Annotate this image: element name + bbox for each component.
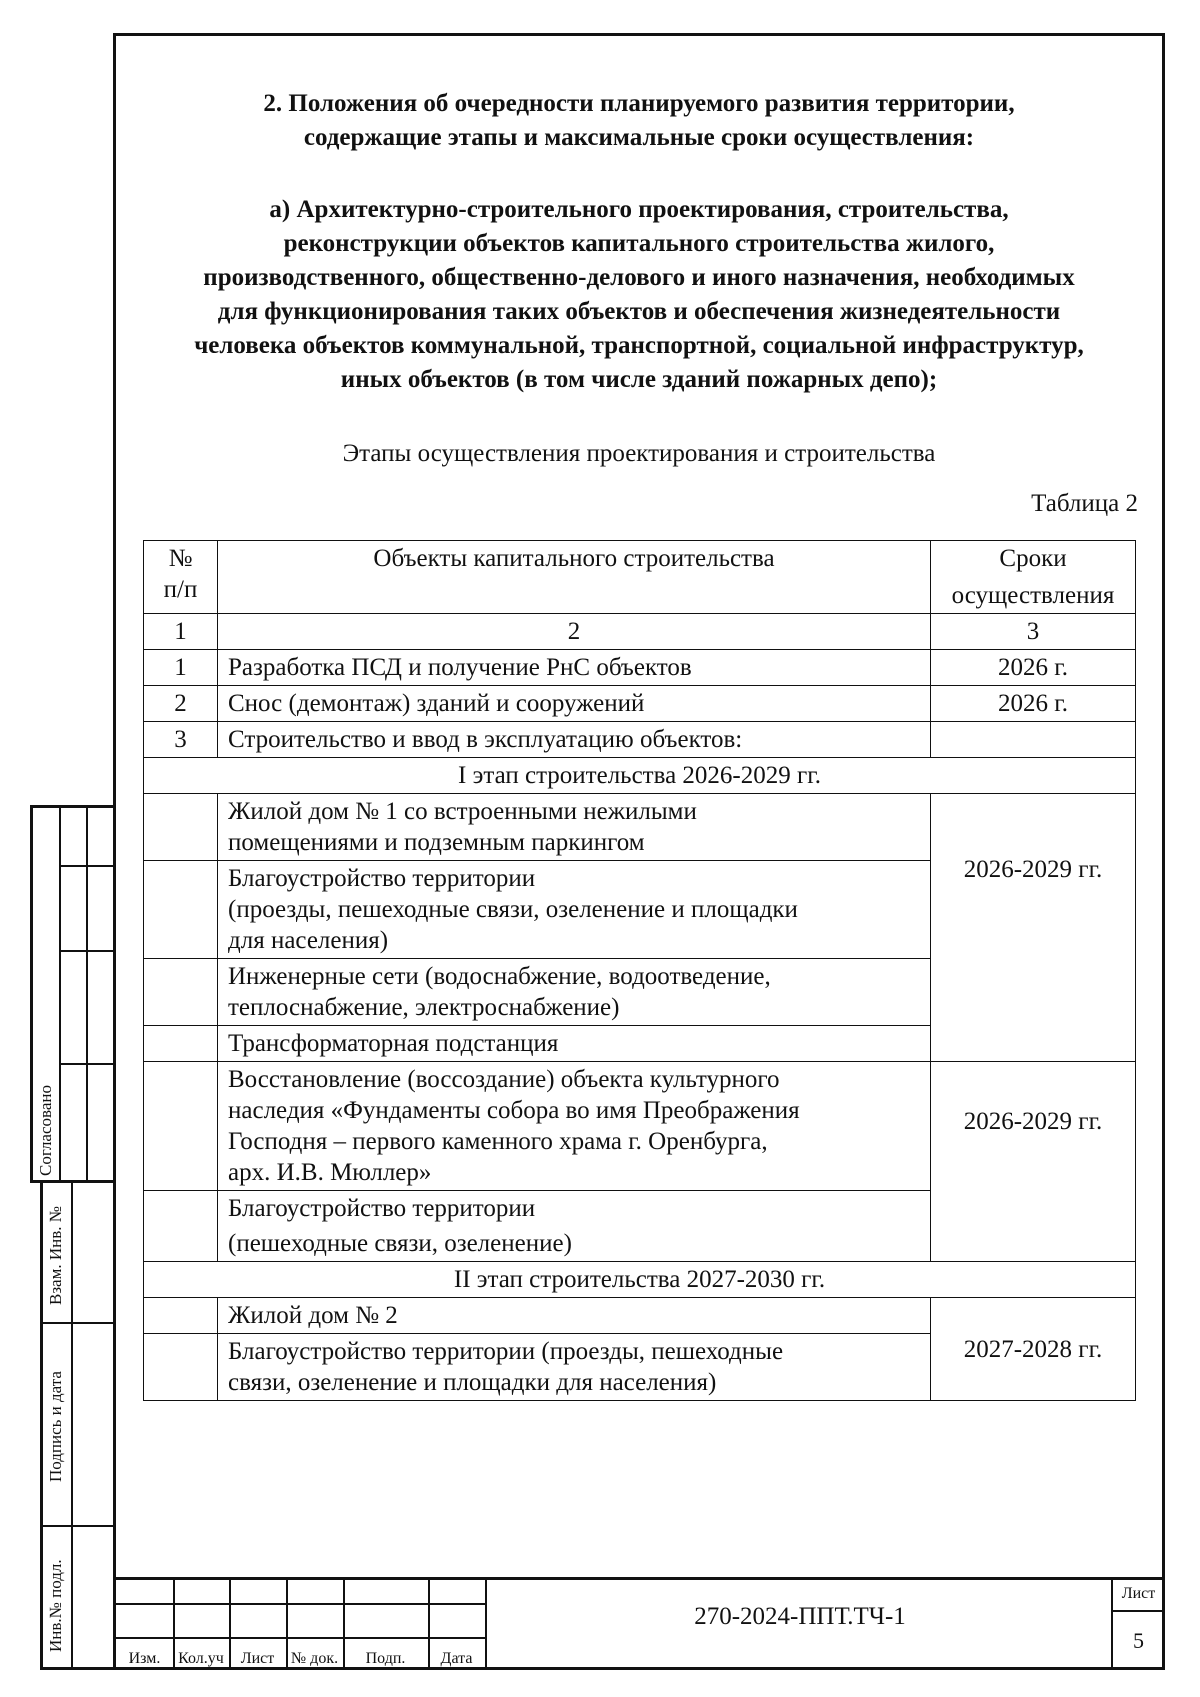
table-row: Благоустройство территории (проезды, пешеходные связи, озеленение и площадки для населения) [144, 861, 1136, 959]
header-num: № п/п [144, 541, 218, 614]
agreed-label: Согласовано [36, 1085, 55, 1176]
column-number: 2 [218, 614, 931, 650]
table-header-row [144, 541, 1136, 614]
table-row: Благоустройство территории (проезды, пешеходные связи, озеленение и площадки для населения) [144, 1334, 1136, 1401]
table-caption: Этапы осуществления проектирования и строительства [342, 440, 936, 467]
header-terms: Сроки осуществления [931, 541, 1136, 614]
table-row: 3 Строительство и ввод в эксплуатацию объектов: [144, 722, 1136, 758]
signature-date-label: Подпись и дата [46, 1371, 65, 1482]
stage-row: II этап строительства 2027-2030 гг. [144, 1262, 1136, 1298]
table-row: Восстановление (воссоздание) объекта культурного наследия «Фундаменты собора во имя Преображения Господня – первого каменного храма г. Оренбурга, арх. И.В. Мюллер» 2026-2029 гг. [144, 1062, 1136, 1191]
table-row: 2 Снос (демонтаж) зданий и сооружений 2026 г. [144, 686, 1136, 722]
inv-original-label: Инв.№ подл. [46, 1559, 65, 1652]
table-row: Благоустройство территории (пешеходные связи, озеленение) [144, 1191, 1136, 1262]
sheet-col-label: Лист [240, 1650, 275, 1667]
stage-row: I этап строительства 2026-2029 гг. [144, 758, 1136, 794]
sheet-number: 5 [1133, 1628, 1144, 1653]
table-row: Жилой дом № 1 со встроенными нежилыми помещениями и подземным паркингом 2026-2029 гг. [144, 794, 1136, 861]
replaced-inv-label: Взам. Инв. № [46, 1206, 65, 1305]
subsection-heading: а) Архитектурно-строительного проектирования, строительства, реконструкции объектов капитального строительства жилого, производственного, общественно-делового и иного назначения, необходимых для функционирования таких объектов и обеспечения жизнедеятельности человека объектов коммунальной, транспортной, социальной инфраструктур, иных объектов (в том числе зданий пожарных депо); [194, 196, 1084, 393]
term-cell: 2027-2028 гг. [931, 1298, 1136, 1401]
term-cell: 2026-2029 гг. [931, 1062, 1136, 1262]
section-heading: 2. Положения об очередности планируемого развития территории, содержащие этапы и максимальные сроки осуществления: [263, 90, 1015, 151]
doc-num-label: № док. [290, 1650, 339, 1667]
date-label: Дата [440, 1650, 473, 1667]
table-row: Инженерные сети (водоснабжение, водоотведение, теплоснабжение, электроснабжение) [144, 959, 1136, 1026]
stages-table [143, 540, 1136, 1401]
change-label: Изм. [128, 1650, 161, 1667]
table-row: 1 Разработка ПСД и получение РнС объектов 2026 г. [144, 650, 1136, 686]
table-row: Трансформаторная подстанция [144, 1026, 1136, 1062]
column-number: 1 [144, 614, 218, 650]
count-label: Кол.уч [178, 1650, 224, 1667]
column-number: 3 [931, 614, 1136, 650]
term-cell: 2026-2029 гг. [931, 794, 1136, 1062]
table-number: Таблица 2 [1031, 490, 1138, 517]
document-code: 270-2024-ППТ.ТЧ-1 [694, 1603, 906, 1630]
sheet-label: Лист [1121, 1585, 1156, 1602]
header-objects: Объекты капитального строительства [218, 541, 931, 614]
sign-label: Подп. [365, 1650, 406, 1667]
table-row: Жилой дом № 2 2027-2028 гг. [144, 1298, 1136, 1334]
column-number-row [144, 614, 1136, 650]
